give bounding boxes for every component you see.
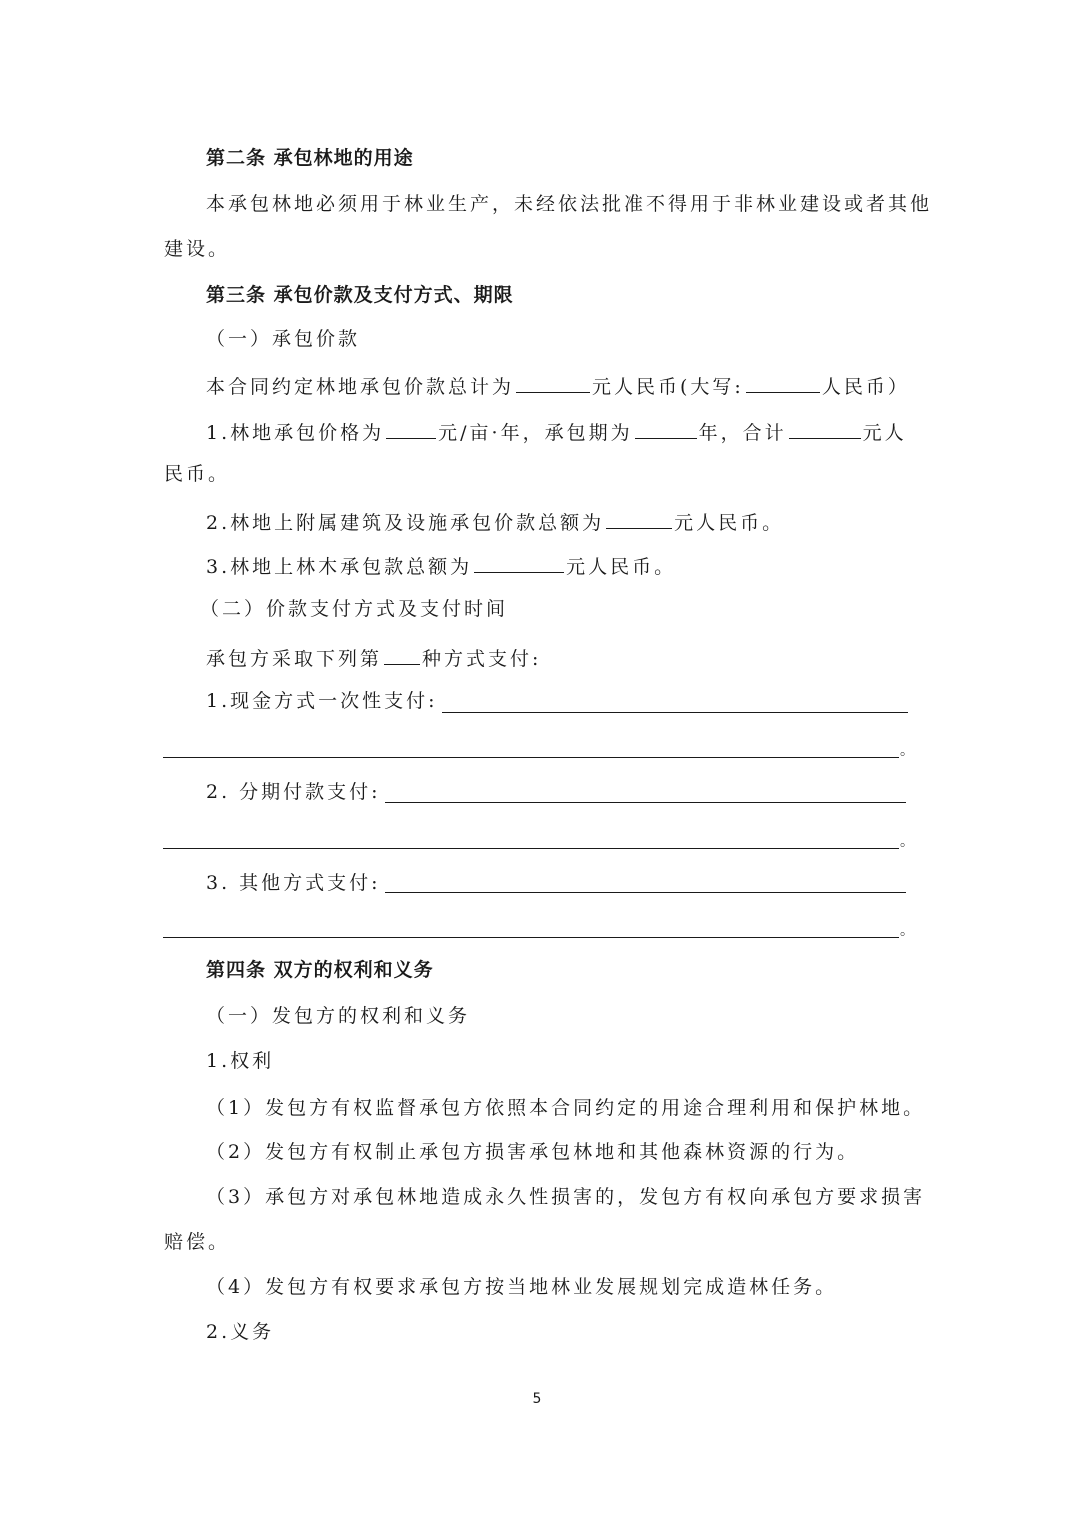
- payment-choice-line: [206, 644, 541, 671]
- payment-method-1-label: 1.现金方式一次性支付:: [206, 690, 438, 712]
- total-amount-blank[interactable]: [789, 418, 861, 439]
- total-price-uppercase-blank[interactable]: [746, 372, 820, 393]
- payment-method-1-blank[interactable]: [442, 712, 908, 713]
- total-price-line: [206, 372, 910, 399]
- buildings-price-text: 2.林地上附属建筑及设施承包价款总额为: [206, 512, 605, 534]
- article-4-heading: 第四条 双方的权利和义务: [206, 959, 434, 981]
- paragraph: 本承包林地必须用于林业生产，未经依法批准不得用于非林业建设或者其他: [206, 193, 933, 215]
- period-mark: 。: [900, 923, 914, 939]
- rights-heading: 1.权利: [206, 1050, 275, 1072]
- payment-method-2-label: 2. 分期付款支付:: [206, 781, 381, 803]
- period-mark: 。: [900, 743, 914, 759]
- duties-heading: 2.义务: [206, 1321, 275, 1343]
- page-number: 5: [532, 1391, 542, 1407]
- total-price-text: 本合同约定林地承包价款总计为: [206, 376, 515, 398]
- right-item-1: （1）发包方有权监督承包方依照本合同约定的用途合理利用和保护林地。: [206, 1097, 926, 1119]
- right-item-4: （4）发包方有权要求承包方按当地林业发展规划完成造林任务。: [206, 1276, 838, 1298]
- article-3-heading: 第三条 承包价款及支付方式、期限: [206, 284, 514, 306]
- land-price-line: [206, 418, 907, 445]
- section-heading: （一）发包方的权利和义务: [206, 1005, 471, 1027]
- payment-choice-text: 种方式支付:: [422, 648, 542, 670]
- section-heading: （二）价款支付方式及支付时间: [200, 598, 509, 620]
- trees-price-line: [206, 552, 676, 579]
- price-per-mu-blank[interactable]: [386, 418, 436, 439]
- trees-price-text: 3.林地上林木承包款总额为: [206, 556, 473, 578]
- trees-price-text: 元人民币。: [566, 556, 677, 578]
- total-price-blank[interactable]: [516, 372, 590, 393]
- buildings-price-text: 元人民币。: [674, 512, 785, 534]
- land-price-text: 元人: [862, 422, 907, 444]
- payment-method-2-blank-continued[interactable]: [163, 848, 899, 849]
- paragraph: 民币。: [164, 463, 231, 485]
- payment-choice-text: 承包方采取下列第: [206, 648, 383, 670]
- land-price-text: 年，合计: [698, 422, 787, 444]
- trees-price-blank[interactable]: [474, 552, 564, 573]
- right-item-3: （3）承包方对承包林地造成永久性损害的，发包方有权向承包方要求损害: [206, 1186, 926, 1208]
- total-price-text: 元人民币(大写:: [592, 376, 744, 398]
- buildings-price-line: [206, 508, 784, 535]
- land-price-text: 1.林地承包价格为: [206, 422, 385, 444]
- payment-method-3-blank-continued[interactable]: [163, 937, 899, 938]
- section-heading: （一）承包价款: [206, 328, 361, 350]
- right-item-3-continued: 赔偿。: [164, 1231, 231, 1253]
- land-price-text: 元/亩·年，承包期为: [438, 422, 633, 444]
- paragraph: 建设。: [164, 238, 231, 260]
- buildings-price-blank[interactable]: [606, 508, 672, 529]
- payment-choice-blank[interactable]: [384, 644, 420, 665]
- article-2-heading: 第二条 承包林地的用途: [206, 147, 414, 169]
- period-mark: 。: [900, 834, 914, 850]
- total-price-text: 人民币）: [821, 376, 910, 398]
- payment-method-3-label: 3. 其他方式支付:: [206, 872, 381, 894]
- contract-years-blank[interactable]: [635, 418, 697, 439]
- payment-method-2-blank[interactable]: [385, 802, 906, 803]
- payment-method-1-blank-continued[interactable]: [163, 757, 899, 758]
- payment-method-3-blank[interactable]: [385, 892, 906, 893]
- right-item-2: （2）发包方有权制止承包方损害承包林地和其他森林资源的行为。: [206, 1141, 860, 1163]
